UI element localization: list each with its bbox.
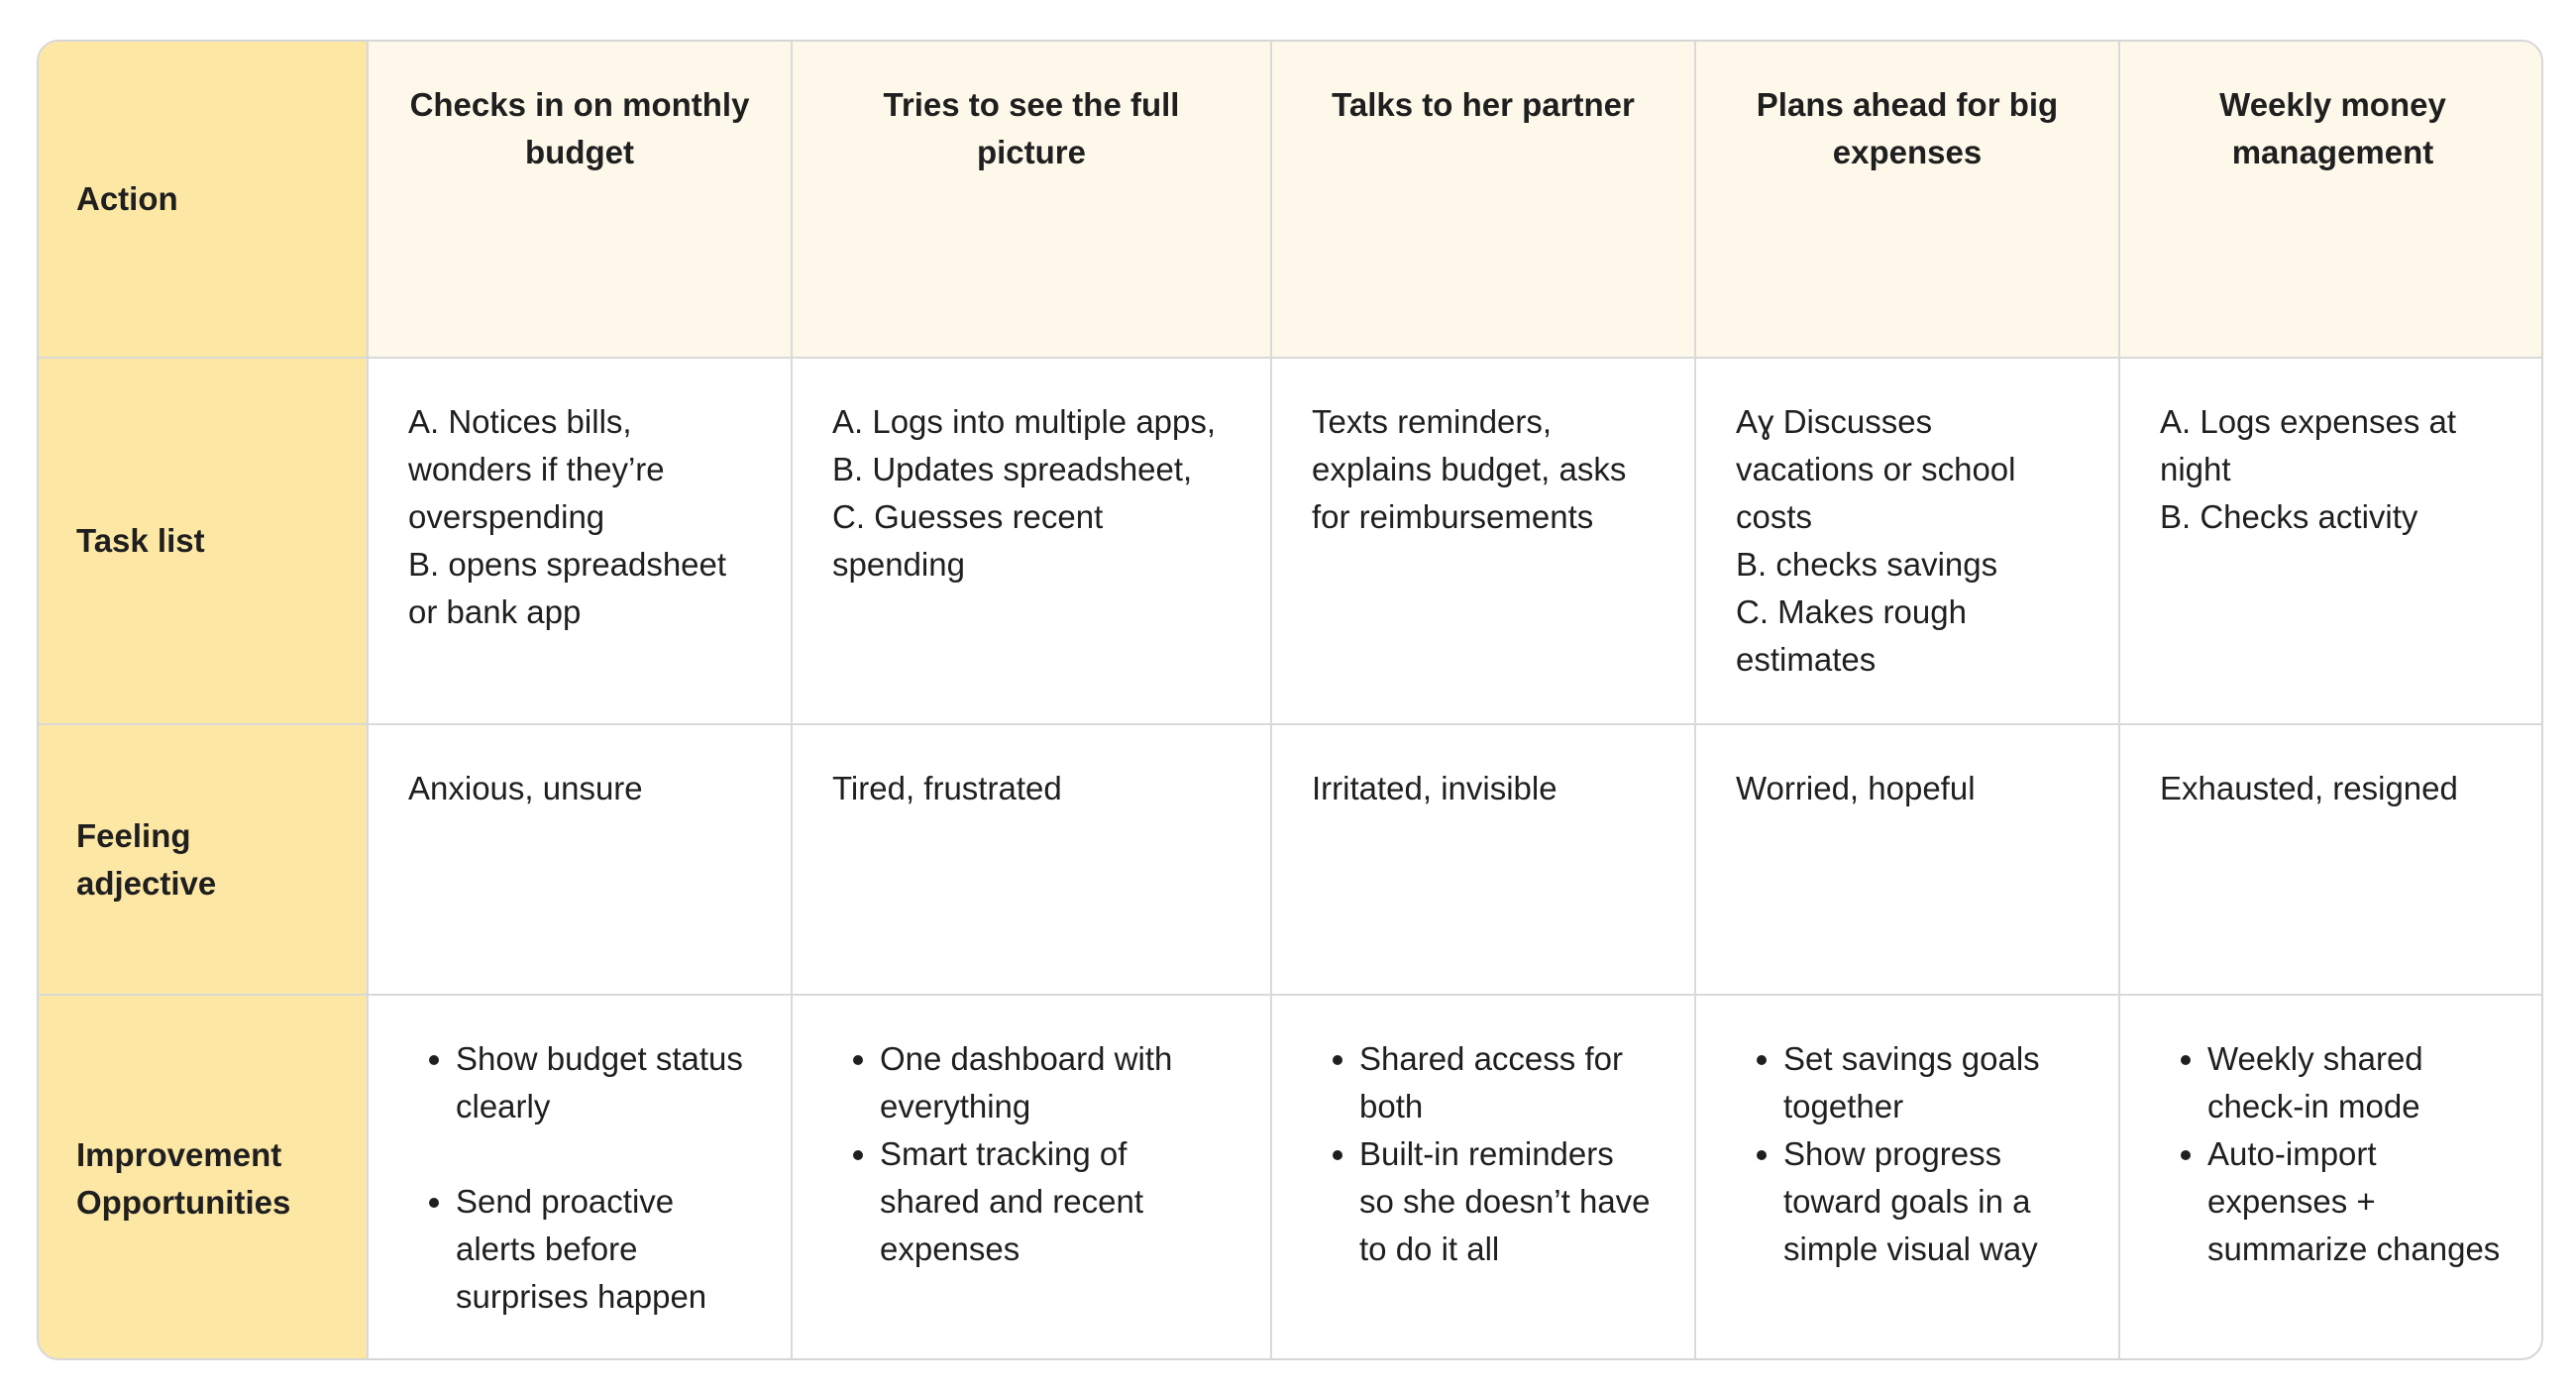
opportunity-item: • Auto-import expenses + summarize changes <box>2207 1130 2506 1273</box>
stage-3-action: Talks to her partner <box>1272 42 1696 359</box>
task-line: A. Notices bills, wonders if they’re overspending <box>408 403 665 535</box>
opportunity-item: • Send proactive alerts before surprises happen <box>456 1178 751 1321</box>
stage-2-feeling: Tired, frustrated <box>793 725 1272 996</box>
stage-2-tasks <box>793 359 1272 725</box>
row-label-task-list: Task list <box>39 359 369 725</box>
stage-4-feeling: Worried, hopeful <box>1696 725 2120 996</box>
task-line: C. Guesses recent spending <box>832 498 1104 583</box>
stage-1-opportunities <box>369 996 793 1360</box>
stage-1-action: Checks in on monthly budget <box>369 42 793 359</box>
stage-4-opportunities <box>1696 996 2120 1360</box>
task-line: C. Makes rough estimates <box>1736 593 1967 678</box>
opportunity-item: • Show budget status clearly <box>456 1035 751 1130</box>
opportunity-item: • Weekly shared check-in mode <box>2207 1035 2506 1130</box>
task-line: A. Logs into multiple apps, <box>832 403 1217 440</box>
row-label-action: Action <box>39 42 369 359</box>
task-line: B. checks savings <box>1736 546 1998 583</box>
task-line: A. Logs expenses at night <box>2160 403 2457 487</box>
journey-map-table <box>37 40 2543 1360</box>
stage-5-opportunities <box>2120 996 2543 1360</box>
row-label-improvement-opportunities: Improvement Opportunities <box>39 996 369 1360</box>
stage-2-action: Tries to see the full picture <box>793 42 1272 359</box>
task-line: B. Checks activity <box>2160 498 2418 535</box>
stage-5-feeling: Exhausted, resigned <box>2120 725 2543 996</box>
opportunity-item: • Built-in reminders so she doesn’t have to do it all <box>1359 1130 1655 1273</box>
stage-1-tasks <box>369 359 793 725</box>
stage-3-opportunities <box>1272 996 1696 1360</box>
stage-3-feeling: Irritated, invisible <box>1272 725 1696 996</box>
stage-3-tasks <box>1272 359 1696 725</box>
opportunity-item: • Set savings goals together <box>1783 1035 2079 1130</box>
opportunity-item: • Shared access for both <box>1359 1035 1655 1130</box>
task-line: B. Updates spreadsheet, <box>832 451 1193 487</box>
stage-5-tasks <box>2120 359 2543 725</box>
stage-2-opportunities <box>793 996 1272 1360</box>
stage-5-action: Weekly money management <box>2120 42 2543 359</box>
task-line: Texts reminders, explains budget, asks for reimbursements <box>1312 403 1627 535</box>
opportunity-item: • One dashboard with everything <box>880 1035 1231 1130</box>
opportunity-item: • Show progress toward goals in a simple visual way <box>1783 1130 2079 1273</box>
stage-4-tasks <box>1696 359 2120 725</box>
opportunity-item: • Smart tracking of shared and recent expenses <box>880 1130 1231 1273</box>
stage-4-action: Plans ahead for big expenses <box>1696 42 2120 359</box>
row-label-feeling-adjective: Feeling adjective <box>39 725 369 996</box>
task-line: Aɣ Discusses vacations or school costs <box>1736 403 2016 535</box>
task-line: B. opens spreadsheet or bank app <box>408 546 727 630</box>
stage-1-feeling: Anxious, unsure <box>369 725 793 996</box>
